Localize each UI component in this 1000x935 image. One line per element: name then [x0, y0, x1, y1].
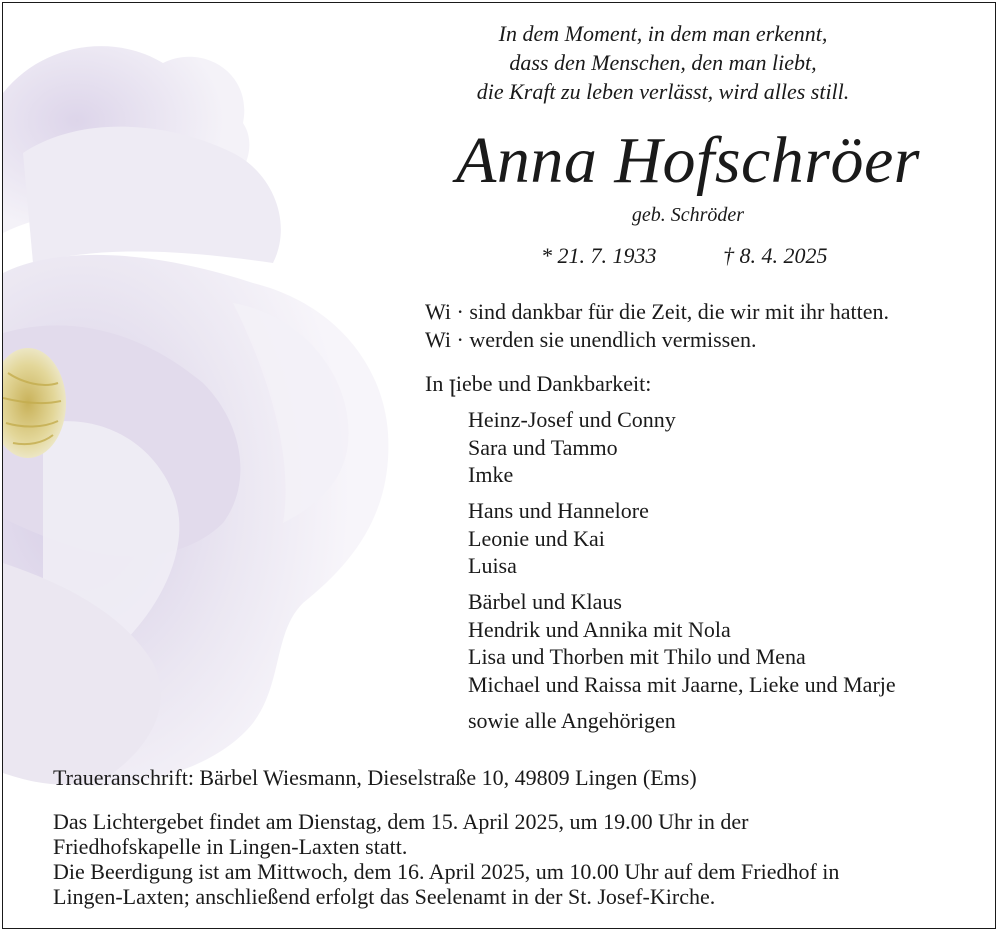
deceased-name: Anna Hofschröer	[456, 124, 920, 197]
birth-name: geb. Schröder	[631, 204, 745, 226]
obituary-card	[2, 2, 996, 929]
family-member: Hendrik und Annika mit Nola	[468, 616, 731, 642]
family-member: Leonie und Kai	[468, 525, 605, 551]
family-member: Imke	[468, 462, 514, 487]
relatives-line: sowie alle Angehörigen	[468, 708, 676, 733]
family-group	[468, 406, 676, 489]
service-line: Lingen-Laxten; anschließend erfolgt das Seelenamt in der St. Josef-Kirche.	[53, 884, 716, 909]
poem-line: die Kraft zu leben verlässt, wird alles still.	[476, 79, 850, 104]
family-member: Luisa	[468, 553, 517, 578]
message-line: Wi · werden sie unendlich vermissen.	[425, 327, 757, 352]
poem-line: dass den Menschen, den man liebt,	[509, 50, 817, 75]
family-member: Sara und Tammo	[468, 434, 618, 460]
service-info	[53, 809, 839, 909]
service-line: Das Lichtergebet findet am Dienstag, dem 15. April 2025, um 19.00 Uhr in der	[53, 809, 749, 834]
birth-date: * 21. 7. 1933	[541, 243, 657, 268]
love-line: In ꞁiebe und Dankbarkeit:	[425, 371, 652, 396]
family-member: Hans und Hannelore	[468, 498, 649, 523]
flower-image	[3, 3, 403, 803]
poem	[423, 19, 903, 106]
family-member: Heinz-Josef und Conny	[468, 407, 676, 432]
family-member: Lisa und Thorben mit Thilo und Mena	[468, 644, 806, 669]
message-line: Wi · sind dankbar für die Zeit, die wir mit ihr hatten.	[425, 299, 890, 324]
family-group	[468, 497, 649, 580]
mourning-address: Traueranschrift: Bärbel Wiesmann, Dieselstraße 10, 49809 Lingen (Ems)	[53, 765, 697, 790]
family-member: Michael und Raissa mit Jaarne, Lieke und Marje	[468, 671, 896, 697]
service-line: Die Beerdigung ist am Mittwoch, dem 16. April 2025, um 10.00 Uhr auf dem Friedhof in	[53, 859, 840, 884]
service-line: Friedhofskapelle in Lingen-Laxten statt.	[53, 834, 408, 859]
family-member: Bärbel und Klaus	[468, 589, 622, 614]
poem-line: In dem Moment, in dem man erkennt,	[498, 21, 828, 46]
death-date: † 8. 4. 2025	[723, 243, 828, 268]
family-group	[468, 588, 896, 698]
